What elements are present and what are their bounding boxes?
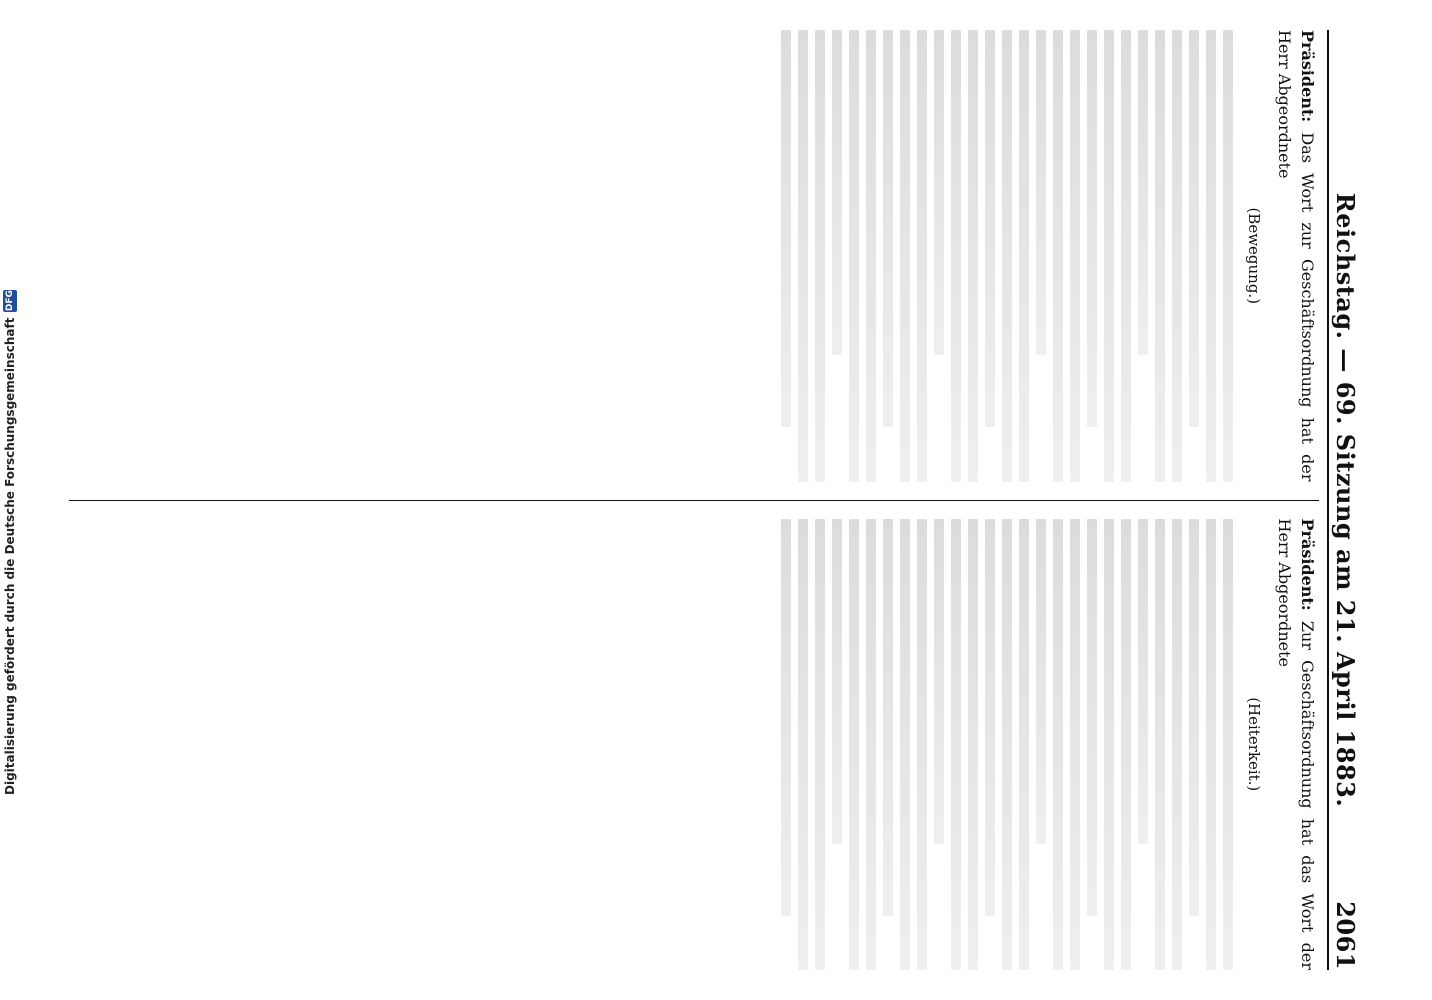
- text-line: [815, 30, 825, 482]
- text-line: [985, 519, 995, 916]
- text-line: [917, 519, 927, 971]
- text-line: [1070, 519, 1080, 971]
- text-line: [866, 30, 876, 482]
- text-line: [1172, 519, 1182, 971]
- text-line: [934, 30, 944, 355]
- text-line: [883, 30, 893, 427]
- text-line: [1223, 30, 1233, 482]
- text-line: [866, 519, 876, 971]
- right-reaction-note: (Heiterkeit.): [1244, 697, 1263, 792]
- text-line: [985, 30, 995, 427]
- text-line: [849, 519, 859, 971]
- page-header: [1327, 30, 1363, 970]
- text-line: [1121, 30, 1131, 482]
- text-line: [832, 30, 842, 355]
- right-heading-paragraph: [1273, 519, 1319, 971]
- text-line: [1172, 30, 1182, 482]
- text-line: [900, 30, 910, 482]
- text-line: [1206, 30, 1216, 482]
- text-line: [1104, 519, 1114, 971]
- text-line: [798, 519, 808, 971]
- page-body: [69, 30, 1319, 970]
- text-line: [1053, 30, 1063, 482]
- left-reaction-note: (Bewegung.): [1244, 207, 1263, 305]
- right-speaker-label: Präsident:: [1298, 518, 1317, 611]
- left-column: [69, 30, 1319, 482]
- text-line: [1138, 30, 1148, 355]
- text-line: [968, 30, 978, 482]
- text-line: [1155, 519, 1165, 971]
- text-line: [1121, 519, 1131, 971]
- text-line: [1138, 519, 1148, 844]
- text-line: [1104, 30, 1114, 482]
- page-number: 2061: [1331, 901, 1361, 970]
- text-line: [1053, 519, 1063, 971]
- text-line: [1223, 519, 1233, 971]
- text-line: [883, 519, 893, 916]
- text-line: [1019, 30, 1029, 482]
- text-line: [832, 519, 842, 844]
- text-line: [1036, 30, 1046, 355]
- text-line: [798, 30, 808, 482]
- column-divider: [69, 500, 1319, 501]
- text-line: [1002, 30, 1012, 482]
- right-body-lines: [781, 519, 1233, 971]
- text-line: [849, 30, 859, 482]
- left-heading-text: Das Wort zur Geschäftsordnung hat der Herr Abgeordnete: [1274, 30, 1317, 482]
- text-line: [1002, 519, 1012, 971]
- text-line: [1070, 30, 1080, 482]
- text-line: [951, 519, 961, 971]
- page-title: Reichstag. — 69. Sitzung am 21. April 1883.: [1331, 192, 1361, 808]
- text-line: [1189, 519, 1199, 916]
- text-line: [917, 30, 927, 482]
- text-line: [781, 30, 791, 427]
- newspaper-page: [51, 10, 1381, 990]
- scan-credit: [0, 205, 20, 795]
- left-body-lines: [781, 30, 1233, 482]
- dfg-logo: DFG: [5, 290, 15, 312]
- text-line: [1019, 519, 1029, 971]
- text-line: [1036, 519, 1046, 844]
- text-line: [1087, 30, 1097, 427]
- text-line: [1189, 30, 1199, 427]
- text-line: [934, 519, 944, 844]
- right-heading-text: Zur Geschäftsordnung hat das Wort der Herr Abgeordnete: [1274, 518, 1317, 970]
- text-line: [1206, 519, 1216, 971]
- right-column: [69, 519, 1319, 971]
- text-line: [968, 519, 978, 971]
- text-line: [1155, 30, 1165, 482]
- text-line: [815, 519, 825, 971]
- left-speaker-label: Präsident:: [1298, 30, 1317, 123]
- text-line: [781, 519, 791, 916]
- text-line: [951, 30, 961, 482]
- credit-text: Digitalisierung gefördert durch die Deutsche Forschungsgemeinschaft: [3, 317, 17, 795]
- left-heading-paragraph: [1273, 30, 1319, 482]
- text-line: [1087, 519, 1097, 916]
- text-line: [900, 519, 910, 971]
